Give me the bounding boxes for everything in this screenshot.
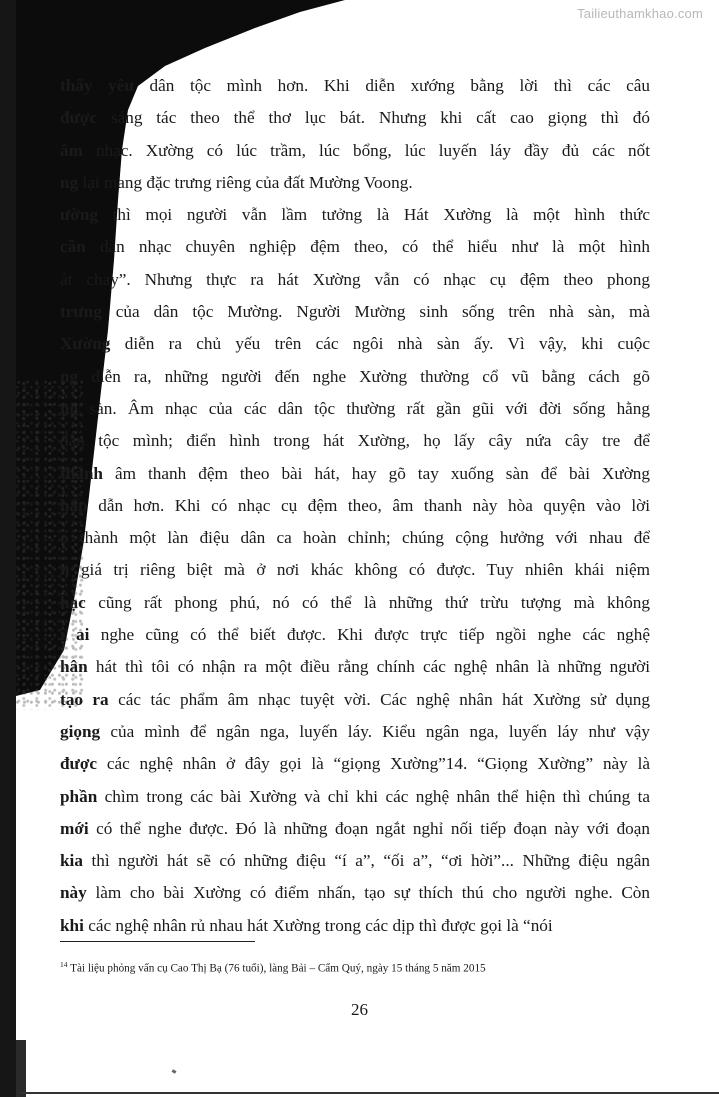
text-line-lead: trưng (60, 302, 102, 322)
text-line (60, 458, 650, 490)
footnote-number: 14 (60, 960, 68, 969)
footnote-rule (60, 941, 255, 942)
text-line-body: các nghệ nhân rủ nhau hát Xường trong các dịp thì được gọi là “nói (83, 915, 553, 935)
text-line-lead: Xường (60, 334, 111, 354)
text-line (60, 167, 650, 199)
text-line-lead: thấy yêu (60, 76, 134, 95)
text-line-lead: tạo ra (60, 689, 109, 709)
text-line-lead: thành (60, 463, 103, 483)
text-line-body: lại mang đặc trưng riêng của đất Mường Voong. (78, 172, 413, 192)
text-line (60, 231, 650, 263)
text-line-body: hát thì tôi có nhận ra một điều rằng chính các nghệ nhân là những người (87, 657, 650, 677)
text-line (60, 587, 650, 619)
text-line (60, 813, 650, 845)
text-line (60, 361, 650, 393)
text-line-lead: cần (60, 237, 86, 257)
text-line-body: thành một làn điệu dân ca hoàn chỉnh; chúng cộng hưởng với nhau để (68, 528, 650, 548)
text-line-body: các tác phẩm âm nhạc tuyệt vời. Các nghệ nhân hát Xường sử dụng (108, 689, 650, 709)
footnote (60, 958, 660, 976)
text-line-lead: mới (60, 818, 89, 838)
text-line-body: của dân tộc Mường. Người Mường sinh sống trên nhà sàn, mà (101, 302, 650, 322)
text-line-lead: phần (60, 786, 98, 806)
text-line (60, 877, 650, 909)
page-bottom-edge (20, 1092, 719, 1094)
footnote-text: Tài liệu phỏng vấn cụ Cao Thị Bạ (76 tuổi), làng Bải – Cẩm Quý, ngày 15 tháng 5 năm 2015 (70, 962, 486, 975)
scan-dust (172, 1069, 177, 1074)
text-line-body: sáng tác theo thể thơ lục bát. Nhưng khi cất cao giọng thì đó (97, 108, 650, 128)
text-line (60, 619, 650, 651)
text-line-lead: này (60, 883, 87, 903)
text-line-body: nhạc. Xường có lúc trầm, lúc bổng, lúc luyến láy đầy đủ các nốt (82, 140, 650, 160)
text-line-body: âm thanh đệm theo bài hát, hay gõ tay xuống sàn để bài Xường (103, 463, 650, 483)
text-line-body: thì mọi người vẫn lầm tưởng là Hát Xường là một hình thức (97, 205, 650, 225)
text-line-lead: ường (60, 205, 98, 225)
text-line-lead: i ai (60, 625, 90, 645)
text-line (60, 393, 650, 425)
text-line (60, 781, 650, 813)
text-line-body: chìm trong các bài Xường và chỉ khi các nghệ nhân thể hiện thì chúng ta (97, 786, 650, 806)
text-line (60, 910, 650, 942)
text-line (60, 425, 650, 457)
text-line-body: nghe cũng có thể biết được. Khi được trực tiếp ngồi nghe các nghệ (89, 625, 650, 645)
text-line-body: diễn ra, những người đến nghe Xường thường cổ vũ bằng cách gõ (78, 366, 650, 386)
text-line-lead: được (60, 754, 98, 774)
text-line (60, 748, 650, 780)
text-line-body: dẫn hơn. Khi có nhạc cụ đệm theo, âm thanh này hòa quyện vào lời (87, 495, 650, 515)
text-line-lead: hấp (60, 495, 88, 515)
text-line-body: của mình để ngân nga, luyến láy. Kiểu ngân nga, luyến láy như vậy (100, 721, 650, 741)
text-line-lead: ng (60, 172, 79, 192)
body-paragraph (60, 70, 650, 942)
text-line (60, 70, 650, 102)
text-line (60, 328, 650, 360)
text-line-body: có thể nghe được. Đó là những đoạn ngắt nghỉ nối tiếp đoạn này với đoạn (88, 818, 650, 838)
text-line (60, 199, 650, 231)
text-line-body: giá trị riêng biệt mà ở nơi khác không có được. Tuy nhiên khái niệm (69, 560, 650, 580)
text-line (60, 135, 650, 167)
text-line (60, 845, 650, 877)
text-line (60, 684, 650, 716)
text-line (60, 264, 650, 296)
text-line-lead: o (60, 528, 69, 548)
text-line-body: sàn. Âm nhạc của các dân tộc thường rất gần gũi với đời sống hằng (78, 398, 650, 418)
text-line-body: dân tộc mình; điển hình trong hát Xường, họ lấy cây nứa cây tre để (60, 431, 650, 451)
text-line-body: át chay”. Nhưng thực ra hát Xường vẫn có nhạc cụ đệm theo phong (60, 269, 650, 289)
text-line (60, 554, 650, 586)
binding-edge-bottom (16, 1040, 26, 1097)
text-line-lead: ng (60, 366, 79, 386)
text-line-lead: được (60, 108, 98, 128)
binding-edge (0, 0, 16, 1097)
text-line-body: các nghệ nhân ở đây gọi là “giọng Xường”14. “Giọng Xường” này là (97, 754, 650, 774)
watermark: Tailieuthamkhao.com (577, 6, 703, 21)
text-line-lead: ng (60, 398, 79, 418)
text-line-body: diễn ra chủ yếu trên các ngôi nhà sàn ấy. Vì vậy, khi cuộc (110, 334, 650, 354)
text-line-body: làm cho bài Xường có điểm nhấn, tạo sự thích thú cho người nghe. Còn (86, 883, 650, 903)
text-line (60, 296, 650, 328)
text-line-lead: hạc (60, 592, 86, 612)
text-line (60, 490, 650, 522)
text-line-body: cũng rất phong phú, nó có thể là những thứ trừu tượng mà không (85, 592, 650, 612)
text-line (60, 716, 650, 748)
text-line (60, 651, 650, 683)
text-line-lead: hân (60, 657, 88, 677)
text-line-body: thì người hát sẽ có những điệu “í a”, “ối a”, “ơi hời”... Những điệu ngân (82, 851, 650, 871)
text-line-lead: khi (60, 915, 84, 935)
text-line (60, 522, 650, 554)
text-line (60, 102, 650, 134)
text-line-body: dàn nhạc chuyên nghiệp đệm theo, có thể hiểu như là một hình (85, 237, 650, 257)
page-number: 26 (351, 1000, 368, 1019)
text-line-lead: kia (60, 851, 83, 871)
text-line-lead: âm (60, 140, 83, 160)
text-line-lead: n (60, 560, 70, 580)
text-line-lead: giọng (60, 721, 101, 741)
text-line-body: dân tộc mình hơn. Khi diễn xướng bằng lời thì các câu (133, 76, 650, 95)
